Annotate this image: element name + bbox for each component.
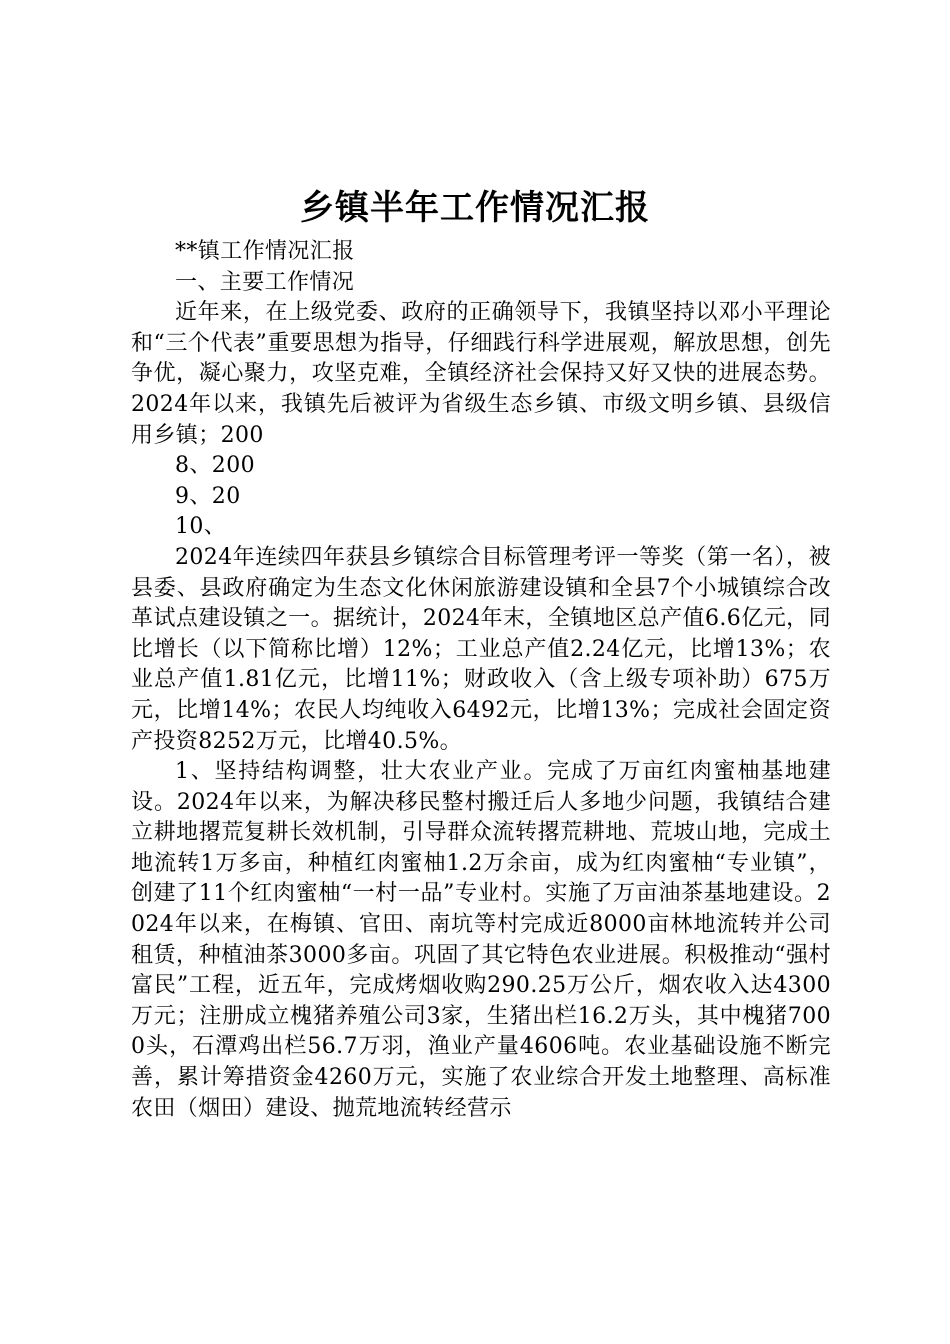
document-title: 乡镇半年工作情况汇报 bbox=[300, 188, 650, 228]
section-heading-main-work: 一、主要工作情况 bbox=[175, 269, 355, 295]
paragraph-fragment-2008: 8、200 bbox=[175, 453, 255, 479]
document-body bbox=[131, 237, 831, 1124]
paragraph-agriculture: 1、坚持结构调整，壮大农业产业。完成了万亩红肉蜜柚基地建设。2024年以来，为解决移民整村搬迁后人多地少问题，我镇结合建立耕地撂荒复耕长效机制，引导群众流转撂荒耕地、荒坡山地，完成土地流转1万多亩，种植红肉蜜柚1.2万余亩，成为红肉蜜柚“专业镇”，创建了11个红肉蜜柚“一村一品”专业村。实施了万亩油茶基地建设。2024年以来，在梅镇、官田、南坑等村完成近8000亩林地流转并公司租赁，种植油茶3000多亩。巩固了其它特色农业进展。积极推动“强村富民”工程，近五年，完成烤烟收购290.25万公斤，烟农收入达4300万元；注册成立槐猪养殖公司3家，生猪出栏16.2万头，其中槐猪7000头，石潭鸡出栏56.7万羽，渔业产量4606吨。农业基础设施不断完善，累计筹措资金4260万元，实施了农业综合开发土地整理、高标准农田（烟田）建设、抛荒地流转经营示 bbox=[131, 759, 831, 1121]
heading-report: **镇工作情况汇报 bbox=[175, 239, 355, 264]
paragraph-fragment-2010: 10、 bbox=[175, 514, 227, 540]
paragraph-overview: 近年来，在上级党委、政府的正确领导下，我镇坚持以邓小平理论和“三个代表”重要思想为指导，仔细践行科学进展观，解放思想，创先争优，凝心聚力，攻坚克难，全镇经济社会保持又好又快的进展态势。2024年以来，我镇先后被评为省级生态乡镇、市级文明乡镇、县级信用乡镇；200 bbox=[131, 300, 831, 448]
paragraph-fragment-2009: 9、20 bbox=[175, 483, 241, 509]
paragraph-statistics: 2024年连续四年获县乡镇综合目标管理考评一等奖（第一名），被县委、县政府确定为生态文化休闲旅游建设镇和全县7个小城镇综合改革试点建设镇之一。据统计，2024年末，全镇地区总产值6.6亿元，同比增长（以下简称比增）12%；工业总产值2.24亿元，比增13%；农业总产值1.81亿元，比增11%；财政收入（含上级专项补助）675万元，比增14%；农民人均纯收入6492元，比增13%；完成社会固定资产投资8252万元，比增40.5%。 bbox=[131, 544, 831, 754]
